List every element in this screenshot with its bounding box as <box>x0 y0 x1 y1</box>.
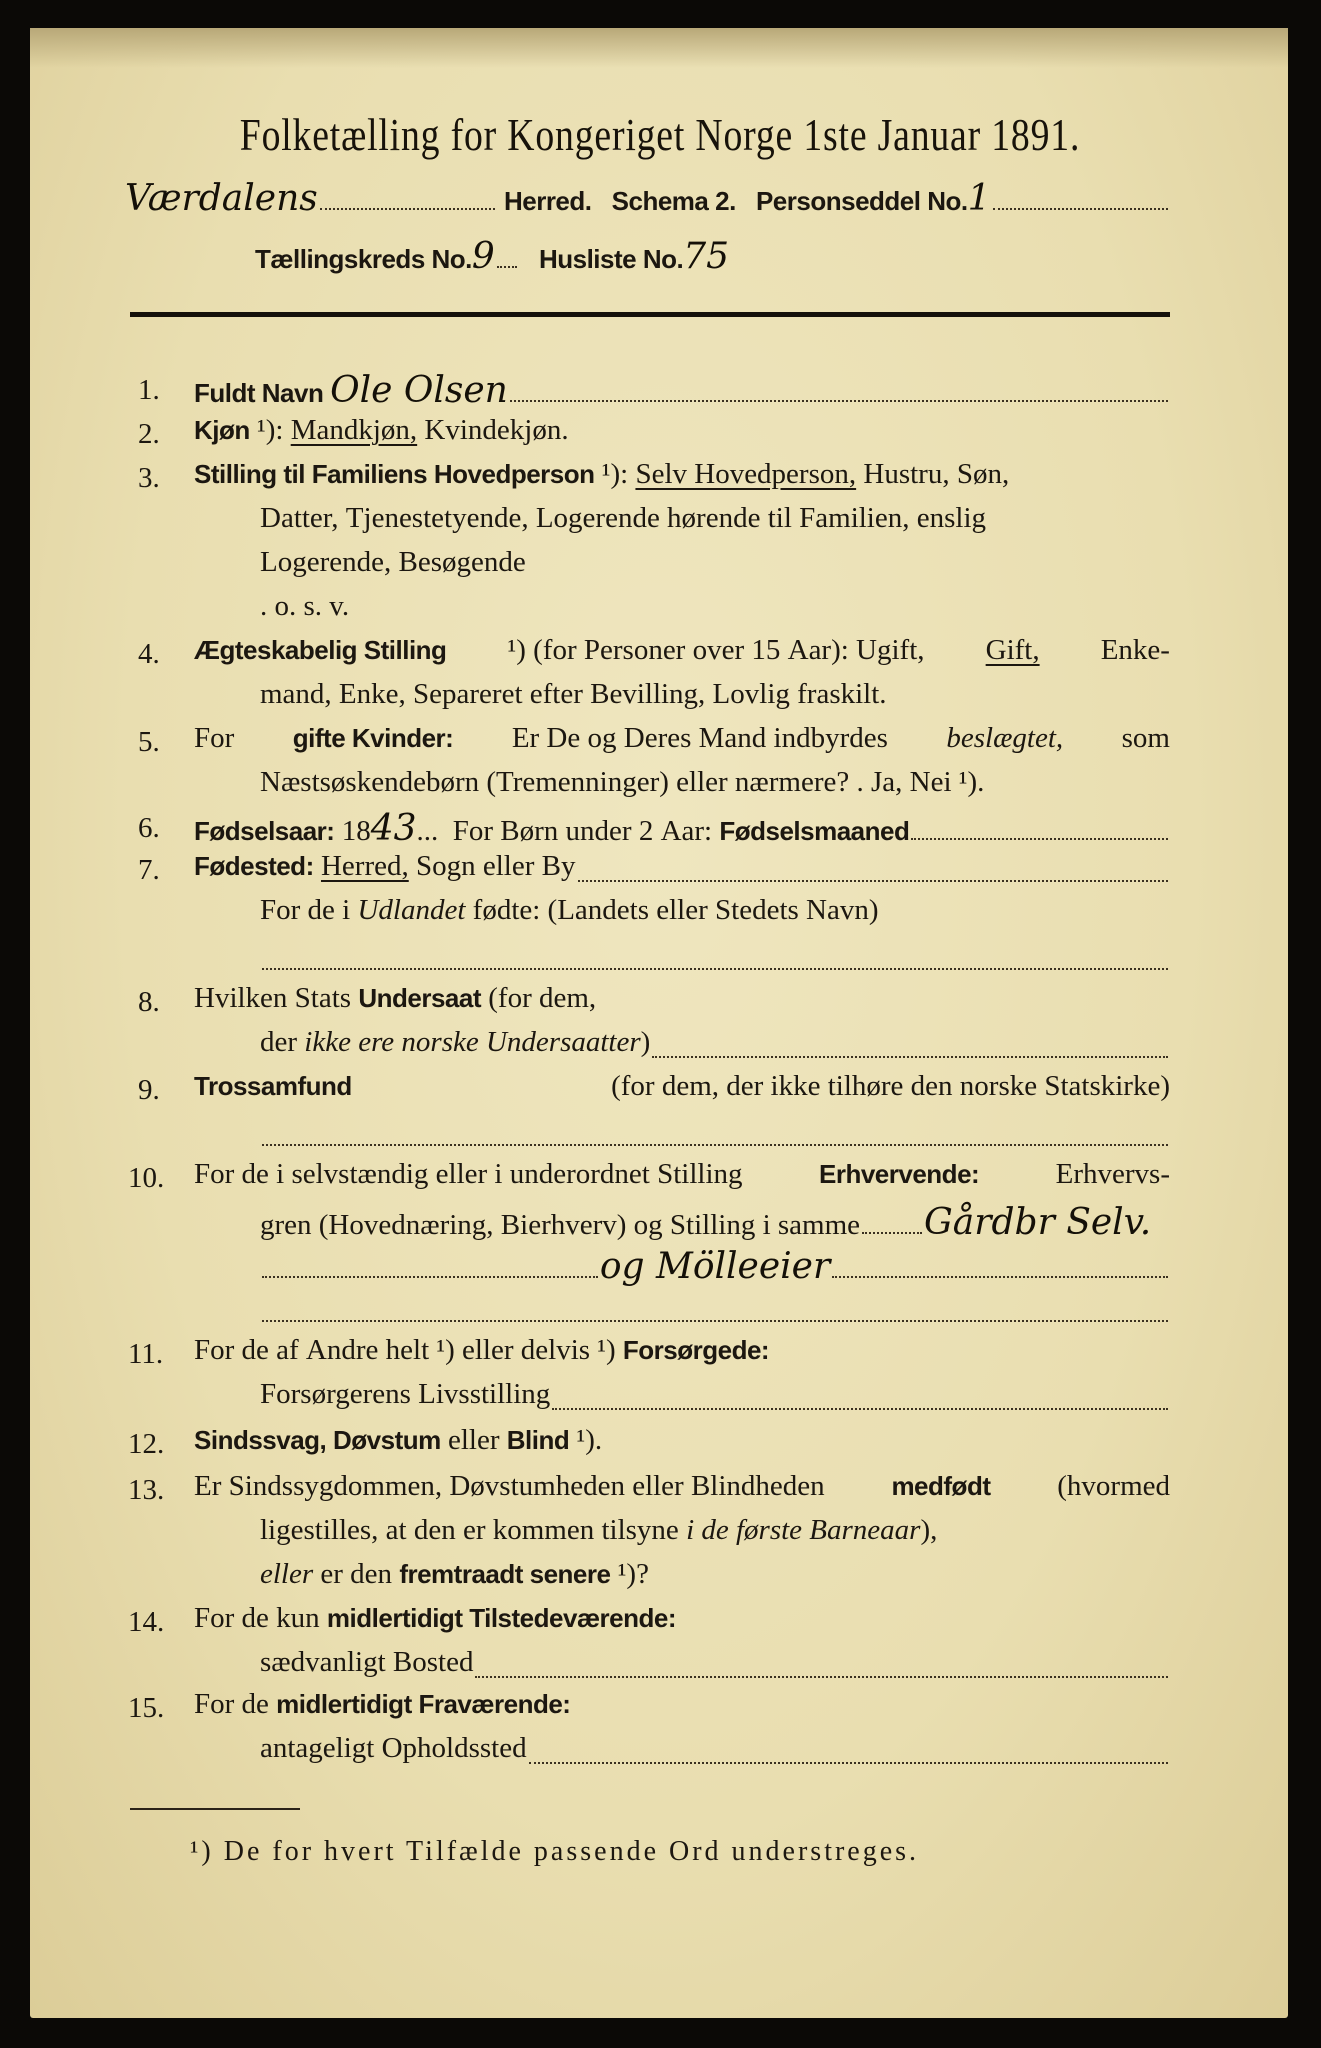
item-number: 11. <box>128 1338 164 1370</box>
form-text: Forsørgede: <box>622 1335 770 1365</box>
form-text: midlertidigt Tilstedeværende: <box>326 1603 677 1633</box>
item-number: 4. <box>138 638 160 670</box>
item-line <box>194 458 1170 498</box>
form-text: gifte Kvinder: <box>292 723 454 753</box>
underlined-option: Mandkjøn, <box>290 414 418 446</box>
underlined-option: Gift, <box>985 634 1040 666</box>
form-text: beslægtet, <box>946 722 1064 754</box>
item-number: 3. <box>138 462 160 494</box>
item-line <box>194 414 1170 454</box>
footnote: ¹) De for hvert Tilfælde passende Ord understreges. <box>190 1836 920 1867</box>
form-text: Kjøn <box>194 415 250 445</box>
handwritten-entry: 43 <box>370 808 417 849</box>
form-text: Sogn eller By <box>408 850 576 882</box>
item-line <box>260 1114 1170 1154</box>
form-text: er den <box>313 1558 400 1590</box>
form-text: Logerende, Besøgende <box>260 546 526 578</box>
form-text: ¹)? <box>610 1558 649 1590</box>
item-number: 7. <box>138 854 160 886</box>
form-text: For de i <box>260 894 358 926</box>
item-number: 15. <box>128 1692 165 1724</box>
handwritten-entry: og Mölleeier <box>599 1246 831 1287</box>
form-text: For <box>194 722 242 754</box>
form-title: Folketælling for Kongeriget Norge 1ste Januar 1891. <box>239 109 1081 160</box>
form-text: medfødt <box>891 1471 991 1501</box>
form-text: Hustru, Søn, <box>856 458 1010 490</box>
item-line <box>260 1558 1170 1598</box>
form-text: . o. s. v. <box>260 590 350 622</box>
item-number: 12. <box>128 1428 165 1460</box>
form-text: For de i selvstændig eller i underordnet Stilling <box>194 1158 750 1190</box>
form-text: Udlandet <box>357 894 466 926</box>
dotted-leader <box>475 1676 1168 1678</box>
item-line <box>260 894 1170 934</box>
form-text: ligestilles, at den er kommen tilsyne <box>260 1514 687 1546</box>
item-line <box>260 1514 1170 1554</box>
form-text: Ægteskabelig Stilling <box>194 635 447 665</box>
form-text: Tællingskreds No. <box>255 244 472 274</box>
handwritten-entry: 75 <box>683 236 730 277</box>
form-text: Er Sindssygdommen, Døvstumheden eller Blindheden <box>194 1470 832 1502</box>
form-text: Fuldt Navn <box>194 378 331 408</box>
form-text: Blind <box>506 1425 570 1455</box>
form-text: Trossamfund <box>194 1071 352 1101</box>
dotted-leader <box>552 1408 1168 1410</box>
dotted-leader <box>497 266 517 268</box>
item-number: 14. <box>128 1606 165 1638</box>
form-text: som <box>1114 722 1170 754</box>
item-number: 9. <box>138 1074 160 1106</box>
dotted-leader <box>262 1276 598 1278</box>
header-rule <box>130 312 1170 317</box>
item-line <box>260 1202 1170 1242</box>
footnote-rule <box>130 1808 300 1810</box>
form-text: midlertidigt Fraværende: <box>276 1689 571 1719</box>
form-text: i de første Barneaar <box>686 1514 921 1546</box>
handwritten-entry: 1 <box>967 178 991 219</box>
form-text: sædvanligt Bosted <box>260 1646 474 1678</box>
item-line <box>260 1290 1170 1330</box>
item-line <box>260 1646 1170 1686</box>
dotted-leader <box>911 838 1168 840</box>
dotted-leader <box>510 400 1168 402</box>
form-text: Enke- <box>1093 634 1170 666</box>
item-line <box>260 1026 1170 1066</box>
form-text: Herred. Schema 2. Personseddel No. <box>497 186 968 216</box>
dotted-leader <box>262 968 1168 970</box>
form-text: Forsørgerens Livsstilling <box>260 1378 551 1410</box>
item-line <box>194 1334 1170 1374</box>
item-line <box>194 1158 1170 1198</box>
dotted-leader <box>529 1762 1168 1764</box>
form-text: For de af Andre helt ¹) eller delvis ¹) <box>194 1334 623 1366</box>
item-line <box>260 1378 1170 1418</box>
form-text: Erhvervs- <box>1048 1158 1170 1190</box>
item-line <box>260 678 1170 718</box>
form-text: mand, Enke, Separeret efter Bevilling, Lovlig fraskilt. <box>260 678 887 710</box>
item-line <box>260 1246 1170 1286</box>
item-number: 10. <box>128 1162 165 1194</box>
handwritten-entry: Ole Olsen <box>330 370 508 411</box>
header-line <box>125 178 1170 218</box>
item-line <box>194 982 1170 1022</box>
form-text: (for dem, <box>481 982 597 1014</box>
form-text: ikke ere norske Undersaatter <box>304 1026 641 1058</box>
form-text: (hvormed <box>1050 1470 1170 1502</box>
form-text: eller <box>260 1558 314 1590</box>
form-text: Erhvervende: <box>819 1159 980 1189</box>
item-line <box>260 766 1170 806</box>
item-line <box>260 590 1170 630</box>
form-text: (for dem, der ikke tilhøre den norske Statskirke) <box>603 1070 1170 1102</box>
handwritten-entry: Gårdbr Selv. <box>924 1202 1152 1243</box>
form-text: ¹) (for Personer over 15 Aar): Ugift, <box>500 634 932 666</box>
form-text: Kvindekjøn. <box>417 414 569 446</box>
item-line <box>260 546 1170 586</box>
form-text: Sindssvag, Døvstum <box>194 1425 441 1455</box>
item-line <box>194 1602 1170 1642</box>
dotted-leader <box>320 208 496 210</box>
item-number: 2. <box>138 418 160 450</box>
form-text: ¹). <box>569 1424 603 1456</box>
dotted-leader <box>832 1276 1168 1278</box>
form-text: For de kun <box>194 1602 327 1634</box>
item-line <box>194 634 1170 674</box>
form-text: antageligt Opholdssted <box>260 1732 527 1764</box>
form-text: fødte: (Landets eller Stedets Navn) <box>465 894 879 926</box>
form-text: ¹): <box>594 458 636 490</box>
form-text: Er De og Deres Mand indbyrdes <box>504 722 896 754</box>
header-line <box>255 236 729 276</box>
item-line <box>194 1424 1170 1464</box>
form-text: Stilling til Familiens Hovedperson <box>194 459 595 489</box>
form-text: Undersaat <box>358 983 481 1013</box>
form-text: Fødselsmaaned <box>719 816 910 846</box>
item-number: 1. <box>138 374 160 406</box>
item-line <box>260 502 1170 542</box>
item-line <box>260 938 1170 978</box>
dotted-leader <box>652 1056 1168 1058</box>
item-number: 8. <box>138 986 160 1018</box>
dotted-leader <box>993 208 1169 210</box>
form-text: Datter, Tjenestetyende, Logerende hørende til Familien, enslig <box>260 502 987 534</box>
item-number: 5. <box>138 726 160 758</box>
form-text: 18 <box>334 815 371 847</box>
handwritten-entry: 9 <box>471 236 495 277</box>
dotted-leader <box>862 1232 922 1234</box>
item-line <box>194 722 1170 762</box>
item-line <box>194 850 1170 890</box>
underlined-option: Herred, <box>320 850 409 882</box>
form-text: ), <box>920 1514 938 1546</box>
handwritten-entry: Værdalens <box>125 178 318 219</box>
item-number: 6. <box>138 812 160 844</box>
form-text: For de <box>194 1688 277 1720</box>
item-line <box>194 1688 1170 1728</box>
form-text <box>314 850 321 883</box>
form-text: der <box>260 1026 305 1058</box>
form-text: Fødested: <box>194 851 314 881</box>
dotted-leader <box>262 1144 1168 1146</box>
item-number: 13. <box>128 1474 165 1506</box>
form-text: fremtraadt senere <box>399 1559 611 1589</box>
form-text: Husliste No. <box>518 244 684 274</box>
item-line <box>194 808 1170 848</box>
item-line <box>194 1470 1170 1510</box>
form-text: eller <box>440 1424 507 1456</box>
form-text: Hvilken Stats <box>194 982 359 1014</box>
form-text: ¹): <box>249 414 291 446</box>
form-text: ) <box>640 1026 651 1058</box>
item-line <box>194 1070 1170 1110</box>
form-text: Næstsøskendebørn (Tremenninger) eller nærmere? . Ja, Nei ¹). <box>260 766 985 798</box>
dotted-leader <box>262 1320 1168 1322</box>
item-line <box>260 1732 1170 1772</box>
underlined-option: Selv Hovedperson, <box>635 458 857 490</box>
form-text: gren (Hovednæring, Bierhverv) og Stilling i samme <box>260 1209 861 1241</box>
form-text: ... For Børn under 2 Aar: <box>416 815 720 847</box>
item-line <box>194 370 1170 410</box>
form-text: Fødselsaar: <box>194 816 335 846</box>
dotted-leader <box>578 880 1169 882</box>
